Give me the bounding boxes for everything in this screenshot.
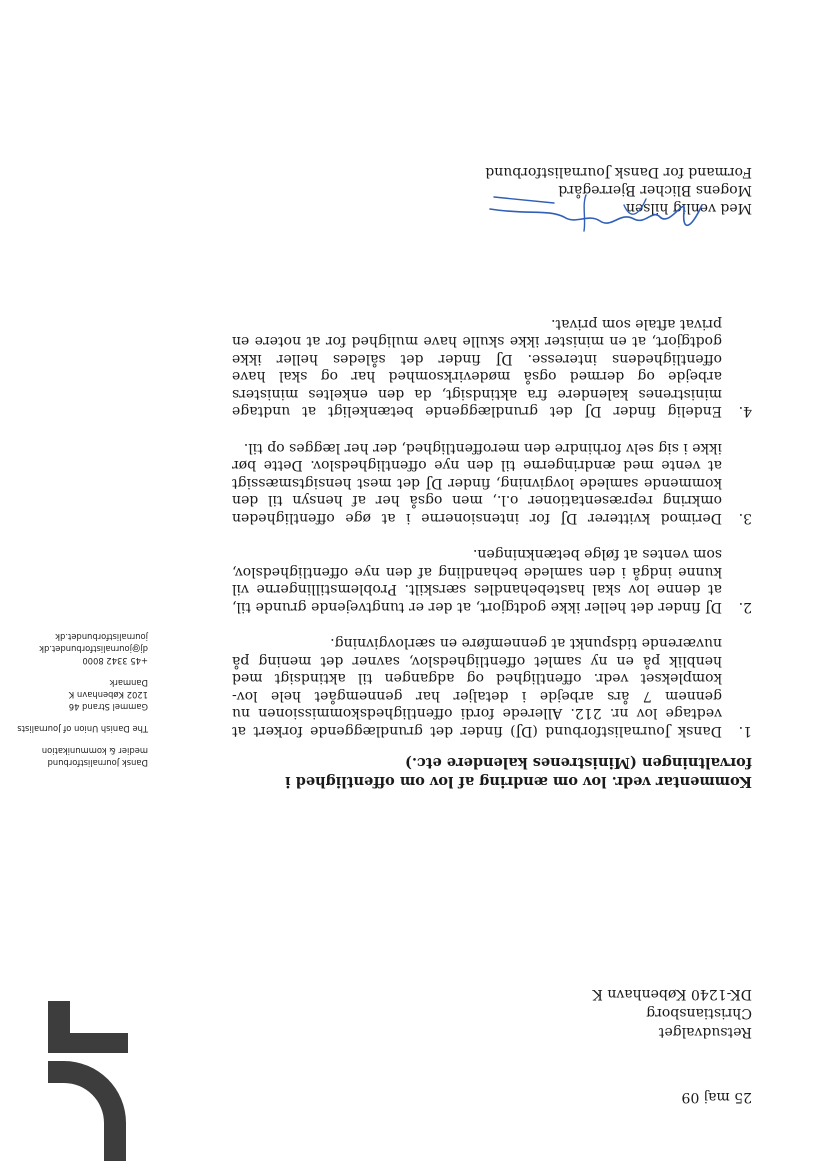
recipient-line: Christiansborg [646, 1005, 752, 1021]
recipient-line: Retsudvalget [658, 1024, 752, 1040]
recipient-line: DK-1240 København K [592, 986, 752, 1002]
letter-date: 25 maj 09 [681, 1089, 752, 1105]
sender-web[interactable]: journalistforbundet.dk [55, 632, 148, 642]
closing-greeting: Med venlig hilsen [625, 200, 752, 216]
point-number: 1. [738, 723, 752, 739]
point-number: 4. [738, 403, 752, 420]
point-number: 2. [738, 599, 752, 615]
point-item [232, 545, 752, 615]
sender-email[interactable]: dj@journalistforbundet.dk [39, 644, 148, 654]
point-item [232, 439, 752, 527]
numbered-points [232, 296, 752, 740]
sender-phone: +45 3342 8000 [82, 656, 148, 666]
sender-street: Gammel Strand 46 [68, 702, 148, 712]
point-number: 3. [738, 510, 752, 526]
point-text: Derimod kvitterer DJ for intensionerne i at øge offentligheden omkring repræsentationer o.l., men også her af hensyn til den kommende samlede lovgivning, finder DJ det mest hensigtsmæssigt at vente med ændringerne til den nye offentlighedslov. Dette bør ikke i sig selv forhindre den meroffentlighed, der her lægges op til. [232, 440, 722, 526]
dj-logo-icon [48, 1001, 138, 1161]
sender-english-name: The Danish Union of Journalists [17, 724, 148, 734]
closing-block [485, 163, 752, 217]
sender-city: 1202 København K [68, 690, 148, 700]
recipient-address [592, 984, 752, 1041]
sender-block [17, 631, 148, 769]
point-item [232, 315, 752, 420]
letter-subject: Kommentar vedr. lov om ændring af lov om offentlighed i forvaltningen (Ministrenes kalendere etc.) [285, 754, 752, 790]
sender-org: Dansk Journalistforbund [47, 758, 148, 768]
signer-title: Formand for Dansk Journalistforbund [485, 164, 752, 180]
signature-icon [484, 189, 704, 239]
sender-country: Danmark [109, 678, 148, 688]
point-item [232, 634, 752, 739]
sender-tagline: medier & kommunikation [41, 746, 148, 756]
point-text: DJ finder det heller ikke godtgjort, at der er tungtvejende grunde til, at denne lov skal hastebehandles særskilt. Problemstillingerne vil kunne indgå i den samlede behandling af den nye offentlighedslov, som ventes at følge betænkningen. [232, 546, 722, 615]
signer-name: Mogens Blicher Bjerregård [558, 182, 752, 198]
point-text: Dansk Journalistforbund (DJ) finder det grundlæggende forkert at vedtage lov nr. 212. Allerede fordi offentlighedskommissionen nu gennem 7 års arbejde i detaljer har gennemgået hele lov-komplekset vedr. offentlighed og adgangen til aktindsigt med henblik på en ny samlet offentlighedslov, savner det mening på nuværende tidspunkt at gennemføre en særlovgivning. [232, 635, 722, 739]
point-text: Endelig finder DJ det grundlæggende betænkeligt at undtage ministrenes kalendere fra aktindsigt, da den enkeltes ministers arbejde og dermed også mødevirksomhed har og skal have offentlighedens interesse. DJ finder det således heller ikke godtgjort, at en minister ikke skulle have mulighed for at notere en privat aftale som privat. [232, 316, 722, 420]
